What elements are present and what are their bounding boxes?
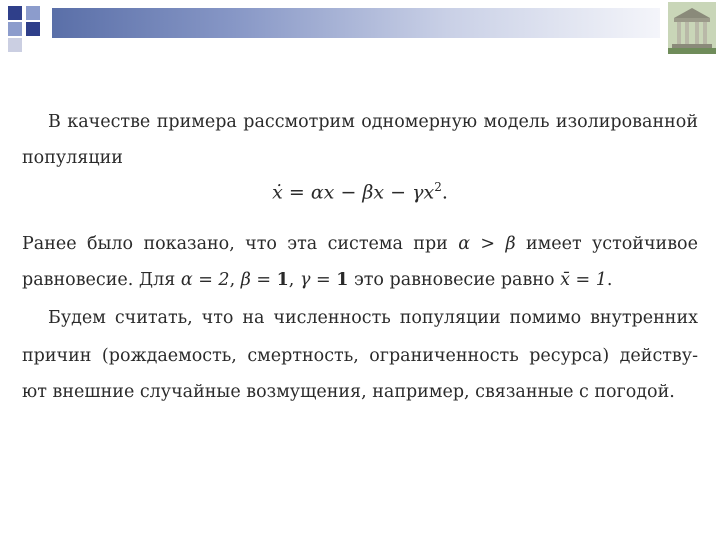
paragraph-intro xyxy=(22,104,698,140)
header-decoration xyxy=(0,0,720,60)
eq-text-1b: имеет устойчивое xyxy=(525,234,698,254)
paragraph-noise-line-3 xyxy=(22,374,698,410)
formula-term-2: βx xyxy=(362,181,385,204)
paragraph-intro-cont xyxy=(22,140,698,176)
paragraph-noise-line-2 xyxy=(22,338,698,374)
noise-line-1: Будем считать, что на численность популяции помимо внутренних xyxy=(48,308,698,328)
formula-eq: = xyxy=(288,181,305,204)
equilibrium-value: x̄ = 1 xyxy=(560,270,607,290)
formula-lhs: ẋ xyxy=(272,181,283,204)
deco-square xyxy=(8,6,22,20)
eq-text-2b: это равновесие равно xyxy=(353,270,555,290)
param-gamma-value: 1 xyxy=(336,270,349,290)
eq-end: . xyxy=(606,270,613,290)
deco-square xyxy=(8,22,22,36)
paragraph-noise-line-1 xyxy=(22,300,698,336)
noise-line-3: ют внешние случайные возмущения, например, связанные с погодой. xyxy=(22,382,675,402)
header-gradient-bar xyxy=(52,8,660,38)
eq-condition: α > β xyxy=(458,234,516,254)
param-alpha: α = 2 xyxy=(180,270,230,290)
model-equation xyxy=(0,180,720,203)
formula-end: . xyxy=(441,181,448,204)
formula-term-3: γx xyxy=(412,181,435,204)
building-logo-icon xyxy=(668,2,716,54)
formula-minus-2: − xyxy=(390,181,407,204)
formula-minus-1: − xyxy=(340,181,357,204)
deco-square xyxy=(26,22,40,36)
formula-exponent: 2 xyxy=(434,180,442,194)
eq-text-2a: равновесие. Для xyxy=(22,270,176,290)
deco-square xyxy=(26,6,40,20)
formula-term-1: αx xyxy=(310,181,335,204)
intro-line-2: популяции xyxy=(22,148,123,168)
eq-text-1a: Ранее было показано, что эта система при xyxy=(22,234,448,254)
paragraph-equilibrium-line-2: равновесие. Для α = 2, β = 1, γ = 1 это равновесие равно x̄ = 1. xyxy=(22,270,613,290)
deco-square xyxy=(8,38,22,52)
param-beta-value: 1 xyxy=(276,270,289,290)
paragraph-equilibrium-line-1 xyxy=(22,226,698,262)
intro-line-1: В качестве примера рассмотрим одномерную модель изолированной xyxy=(48,112,698,132)
param-gamma: γ = 1 xyxy=(299,270,349,290)
param-beta: β = 1 xyxy=(240,270,289,290)
noise-line-2: причин (рождаемость, смертность, ограниченность ресурса) действу- xyxy=(22,346,698,366)
